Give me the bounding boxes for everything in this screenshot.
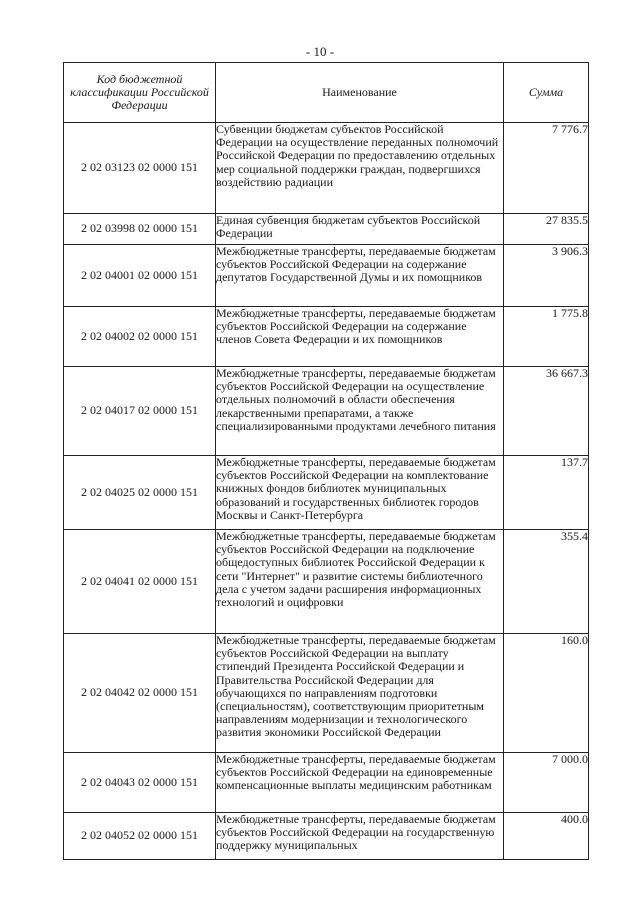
row-name: Межбюджетные трансферты, передаваемые бюджетам субъектов Российской Федерации на содержание членов Совета Федерации и их помощников (216, 307, 504, 367)
row-sum: 3 906.3 (504, 245, 589, 307)
row-sum: 400.0 (504, 813, 589, 860)
table-row (64, 307, 589, 367)
row-sum: 7 000.0 (504, 753, 589, 813)
table-row (64, 813, 589, 860)
row-name: Межбюджетные трансферты, передаваемые бюджетам субъектов Российской Федерации на комплектование книжных фондов библиотек муниципальных образований и государственных библиотек городов Москвы и Санкт-Петербурга (216, 456, 504, 530)
row-code: 2 02 04042 02 0000 151 (64, 634, 216, 753)
table-row (64, 753, 589, 813)
header-code: Код бюджетной классификации Российской Федерации (64, 63, 216, 123)
header-sum: Сумма (504, 63, 589, 123)
table-row (64, 123, 589, 214)
row-code: 2 02 04043 02 0000 151 (64, 753, 216, 813)
table-row (64, 245, 589, 307)
row-code: 2 02 04052 02 0000 151 (64, 813, 216, 860)
row-name: Межбюджетные трансферты, передаваемые бюджетам субъектов Российской Федерации на единовременные компенсационные выплаты медицинским работникам (216, 753, 504, 813)
row-sum: 7 776.7 (504, 123, 589, 214)
budget-table (63, 62, 589, 860)
header-name: Наименование (216, 63, 504, 123)
table-row (64, 456, 589, 530)
row-sum: 160.0 (504, 634, 589, 753)
row-code: 2 02 04017 02 0000 151 (64, 367, 216, 456)
row-name: Межбюджетные трансферты, передаваемые бюджетам субъектов Российской Федерации на осуществление отдельных полномочий в области обеспечения лекарственными препаратами, а также специализированными продуктами лечебного питания (216, 367, 504, 456)
row-code: 2 02 03123 02 0000 151 (64, 123, 216, 214)
row-code: 2 02 04041 02 0000 151 (64, 530, 216, 634)
table-header-row (64, 63, 589, 123)
row-code: 2 02 04001 02 0000 151 (64, 245, 216, 307)
page-number: - 10 - (305, 44, 335, 59)
row-name: Межбюджетные трансферты, передаваемые бюджетам субъектов Российской Федерации на выплату стипендий Президента Российской Федерации и Правительства Российской Федерации для обучающихся по направлениям подготовки (специальностям), соответствующим приоритетным направлениям модернизации и технологического развития экономики Российской Федерации (216, 634, 504, 753)
row-sum: 27 835.5 (504, 214, 589, 245)
row-sum: 137.7 (504, 456, 589, 530)
row-name: Межбюджетные трансферты, передаваемые бюджетам субъектов Российской Федерации на содержание депутатов Государственной Думы и их помощников (216, 245, 504, 307)
row-code: 2 02 04002 02 0000 151 (64, 307, 216, 367)
row-sum: 1 775.8 (504, 307, 589, 367)
table-row (64, 367, 589, 456)
row-code: 2 02 04025 02 0000 151 (64, 456, 216, 530)
row-sum: 36 667.3 (504, 367, 589, 456)
table-row (64, 530, 589, 634)
table-row (64, 214, 589, 245)
row-name: Межбюджетные трансферты, передаваемые бюджетам субъектов Российской Федерации на государственную поддержку муниципальных (216, 813, 504, 860)
row-sum: 355.4 (504, 530, 589, 634)
row-name: Единая субвенция бюджетам субъектов Российской Федерации (216, 214, 504, 245)
row-name: Субвенции бюджетам субъектов Российской Федерации на осуществление переданных полномочий Российской Федерации по предоставлению отдельных мер социальной поддержки граждан, подвергшихся воздействию радиации (216, 123, 504, 214)
table-row (64, 634, 589, 753)
row-code: 2 02 03998 02 0000 151 (64, 214, 216, 245)
row-name: Межбюджетные трансферты, передаваемые бюджетам субъектов Российской Федерации на подключение общедоступных библиотек Российской Федерации к сети "Интернет" и развитие системы библиотечного дела с учетом задачи расширения информационных технологий и оцифровки (216, 530, 504, 634)
